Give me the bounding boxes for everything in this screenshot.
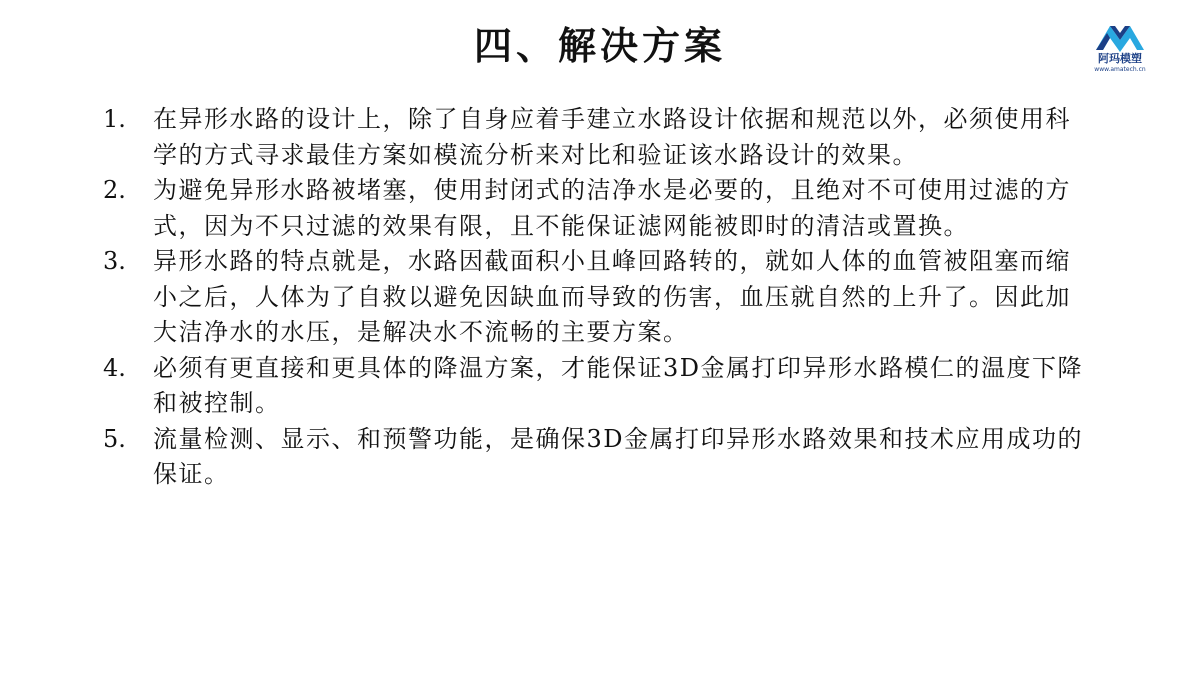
item-number: 1. (103, 105, 126, 133)
item-number: 2. (103, 176, 126, 204)
item-text: 流量检测、显示、和预警功能，是确保3D金属打印异形水路效果和技术应用成功的保证。 (153, 424, 1084, 488)
item-text: 为避免异形水路被堵塞，使用封闭式的洁净水是必要的，且绝对不可使用过滤的方式，因为不只过滤的效果有限，且不能保证滤网能被即时的清洁或置换。 (153, 176, 1071, 240)
item-number: 5. (103, 424, 126, 453)
logo-name: 阿玛模塑 (1098, 52, 1142, 65)
item-number: 4. (103, 353, 126, 382)
company-logo (1088, 22, 1152, 74)
solution-list (103, 102, 1083, 493)
list-item (103, 102, 1083, 173)
list-item (103, 173, 1083, 244)
list-item (103, 244, 1083, 351)
list-item (103, 351, 1083, 422)
item-text: 在异形水路的设计上，除了自身应着手建立水路设计依据和规范以外，必须使用科学的方式寻求最佳方案如模流分析来对比和验证该水路设计的效果。 (153, 105, 1071, 169)
item-text: 异形水路的特点就是，水路因截面积小且峰回路转的，就如人体的血管被阻塞而缩小之后，人体为了自救以避免因缺血而导致的伤害，血压就自然的上升了。因此加大洁净水的水压，是解决水不流畅的主要方案。 (153, 247, 1071, 346)
slide-title: 四、解决方案 (473, 23, 726, 68)
item-text: 必须有更直接和更具体的降温方案，才能保证3D金属打印异形水路模仁的温度下降和被控制。 (153, 353, 1084, 417)
list-item (103, 422, 1083, 493)
mountain-mark-icon (1094, 22, 1146, 52)
logo-url: www.amatech.cn (1094, 66, 1146, 73)
item-number: 3. (103, 247, 126, 275)
